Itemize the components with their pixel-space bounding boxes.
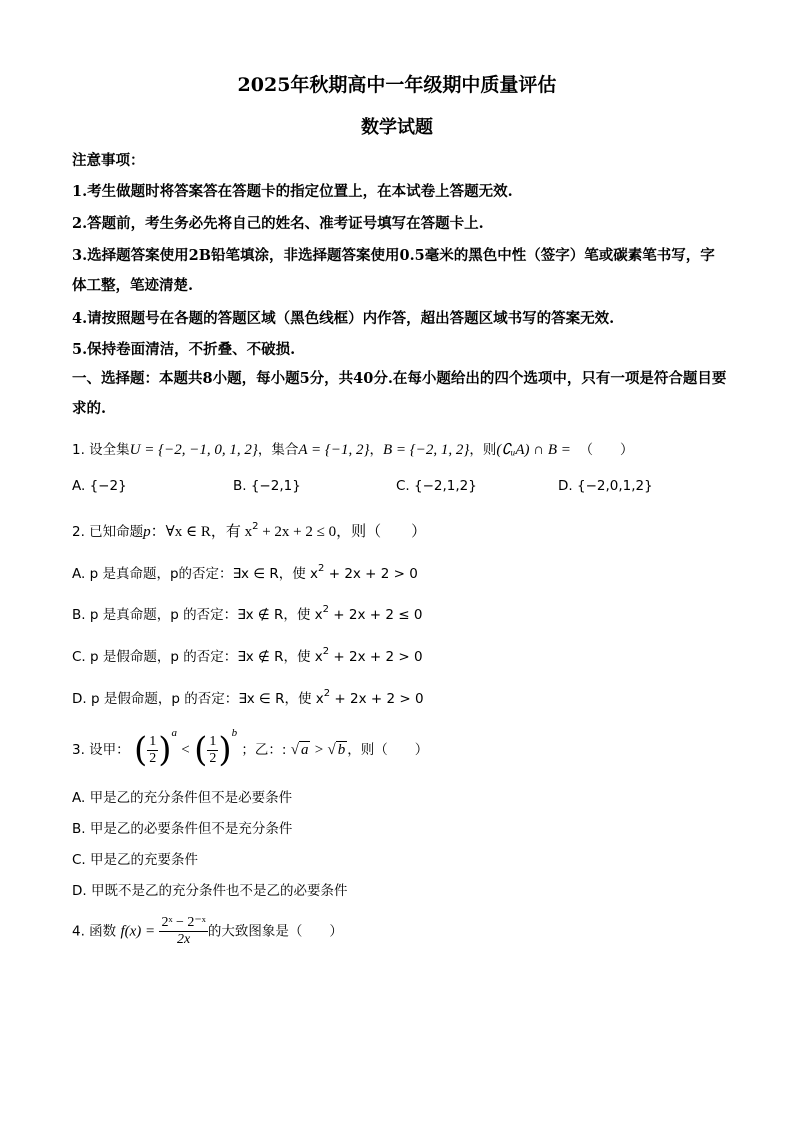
q3-option-a: A. 甲是乙的充分条件但不是必要条件 bbox=[72, 790, 293, 806]
q1-option-c: C. {−2,1,2} bbox=[396, 478, 477, 494]
notice-item-2: 2.答题前，考生务必先将自己的姓名、准考证号填写在答题卡上. bbox=[72, 215, 484, 232]
set-U: U = {−2, −1, 0, 1, 2} bbox=[129, 442, 258, 458]
notice-item-4: 4.请按照题号在各题的答题区域（黑色线框）内作答，超出答题区域书写的答案无效. bbox=[72, 310, 615, 327]
q3-option-b: B. 甲是乙的必要条件但不是充分条件 bbox=[72, 821, 293, 837]
q1-option-d: D. {−2,0,1,2} bbox=[558, 478, 653, 494]
notice-item-1: 1.考生做题时将答案答在答题卡的指定位置上，在本试卷上答题无效. bbox=[72, 183, 513, 200]
set-B: B = {−2, 1, 2} bbox=[383, 442, 470, 458]
exam-subtitle: 数学试题 bbox=[361, 117, 433, 138]
section-heading: 一、选择题：本题共8小题，每小题5分，共40分.在每小题给出的四个选项中，只有一项是符合题目要求的. bbox=[72, 370, 727, 417]
fraction-half: $\frac{1}{2}$ bbox=[209, 733, 217, 766]
function-fraction: $\frac{\text{2ˣ − 2⁻ˣ}}{2x}$ bbox=[161, 915, 206, 947]
q2-option-c: C. p 是假命题，p 的否定：∃x ∉ R，使 $x^2 + 2x + 2 > 0$ bbox=[72, 646, 423, 665]
question-1-stem: 1. 设全集U = {−2, −1, 0, 1, 2}，集合A = {−1, 2}，B = {−2, 1, 2}，则(∁ᵤA) ∩ B = （ ） bbox=[72, 442, 634, 458]
q2-option-b: B. p 是真命题，p 的否定：∃x ∉ R，使 $x^2 + 2x + 2 \le 0$ bbox=[72, 604, 423, 623]
fraction-half: $\frac{1}{2}$ bbox=[149, 733, 157, 766]
set-A: A = {−1, 2} bbox=[298, 442, 370, 458]
q2-option-d: D. p 是假命题，p 的否定：∃x ∈ R，使 $x^2 + 2x + 2 > 0$ bbox=[72, 688, 424, 707]
notice-heading: 注意事项： bbox=[72, 152, 145, 169]
question-4-stem: 4. 函数 f(x) = $\frac{\text{2ˣ − 2⁻ˣ}}{2x}$ 的大致图象是（ ） bbox=[72, 915, 343, 947]
question-3-stem: 3. 设甲： ( $\frac{1}{2}$ )$^a$ < ( $\frac{1}{2}$ )$^b$ ；乙：: √ a > √ b ，则（ ） bbox=[72, 727, 429, 770]
q1-option-a: A. {−2} bbox=[72, 478, 127, 494]
notice-item-5: 5.保持卷面清洁，不折叠、不破损. bbox=[72, 341, 296, 358]
question-2-stem: 2. 已知命题p：∀x ∈ R，有 $x^2 + 2x + 2 \le 0$，则（ ） bbox=[72, 521, 427, 540]
q3-option-d: D. 甲既不是乙的充分条件也不是乙的必要条件 bbox=[72, 883, 348, 899]
expression: (∁ᵤA) ∩ B = bbox=[496, 442, 571, 458]
exam-title: 2025年秋期高中一年级期中质量评估 bbox=[237, 74, 557, 96]
notice-item-3: 3.选择题答案使用2B铅笔填涂，非选择题答案使用0.5毫米的黑色中性（签字）笔或碳素笔书写，字体工整，笔迹清楚. bbox=[72, 247, 715, 294]
q3-option-c: C. 甲是乙的充要条件 bbox=[72, 852, 199, 868]
q2-option-a: A. p 是真命题，p的否定：∃x ∈ R，使 $x^2 + 2x + 2 > 0$ bbox=[72, 563, 418, 582]
q1-option-b: B. {−2,1} bbox=[233, 478, 301, 494]
